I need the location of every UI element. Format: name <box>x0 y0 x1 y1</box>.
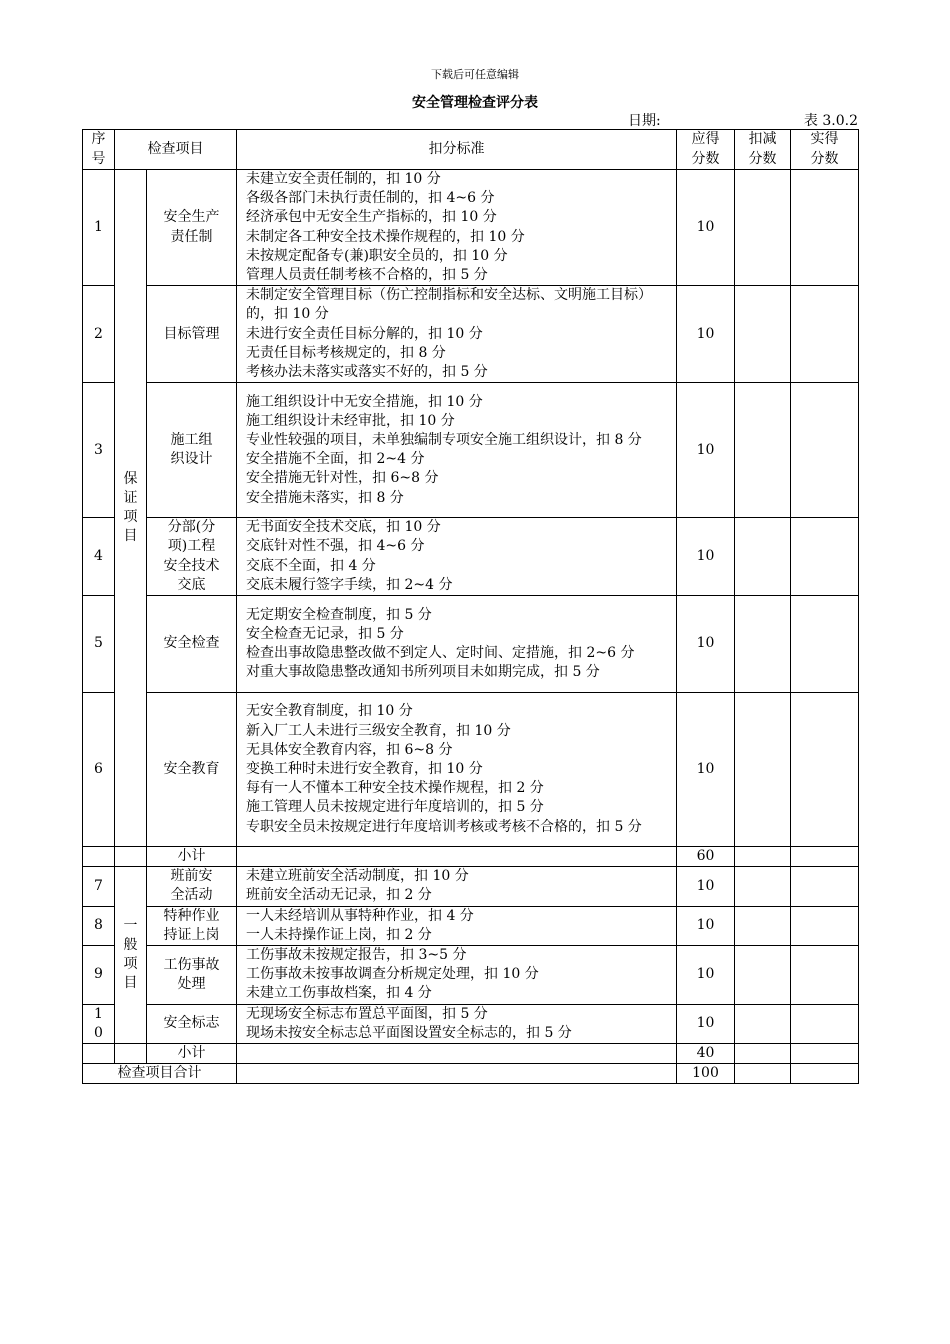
row-standards: 未制定安全管理目标（伤亡控制指标和安全达标、文明施工目标）的，扣 10 分 未进行安全责任目标分解的，扣 10 分 无责任目标考核规定的，扣 8 分 考核办法未落实或落实不好的，扣 5 分 <box>237 286 677 383</box>
col-item-header: 检查项目 <box>115 130 237 170</box>
row-item: 分部(分项)工程安全技术交底 <box>147 518 237 596</box>
row-score: 10 <box>677 693 735 847</box>
subtotal-row <box>83 847 859 867</box>
deduct-cell[interactable] <box>735 1044 791 1064</box>
row-score: 10 <box>677 946 735 1005</box>
table-row <box>83 286 859 383</box>
row-item: 安全生产责任制 <box>147 170 237 286</box>
subtotal-score: 60 <box>677 847 735 867</box>
row-item: 施工组织设计 <box>147 383 237 518</box>
row-seq: 5 <box>83 596 115 693</box>
row-standards: 一人未经培训从事特种作业，扣 4 分 一人未持操作证上岗，扣 2 分 <box>237 906 677 945</box>
row-score: 10 <box>677 170 735 286</box>
row-score: 10 <box>677 596 735 693</box>
col-should-header: 应得分数 <box>677 130 735 170</box>
actual-cell[interactable] <box>791 383 859 518</box>
row-standards: 无定期安全检查制度，扣 5 分 安全检查无记录，扣 5 分 检查出事故隐患整改做不到定人、定时间、定措施，扣 2~6 分 对重大事故隐患整改通知书所列项目未如期完成，扣 5 分 <box>237 596 677 693</box>
actual-cell[interactable] <box>791 906 859 945</box>
actual-cell[interactable] <box>791 847 859 867</box>
total-label: 检查项目合计 <box>83 1064 237 1084</box>
table-row <box>83 383 859 518</box>
row-standards: 无安全教育制度，扣 10 分 新入厂工人未进行三级安全教育，扣 10 分 无具体安全教育内容，扣 6~8 分 变换工种时未进行安全教育，扣 10 分 每有一人不懂本工种安全技术操作规程，扣 2 分 施工管理人员未按规定进行年度培训的，扣 5 分 专职安全员未按规定进行年度培训考核或考核不合格的，扣 5 分 <box>237 693 677 847</box>
row-standards: 工伤事故未按规定报告，扣 3~5 分 工伤事故未按事故调查分析规定处理，扣 10 分 未建立工伤事故档案，扣 4 分 <box>237 946 677 1005</box>
deduct-cell[interactable] <box>735 693 791 847</box>
table-row <box>83 518 859 596</box>
table-row <box>83 596 859 693</box>
row-item: 工伤事故处理 <box>147 946 237 1005</box>
actual-cell[interactable] <box>791 693 859 847</box>
actual-cell[interactable] <box>791 596 859 693</box>
actual-cell[interactable] <box>791 1044 859 1064</box>
row-seq: 9 <box>83 946 115 1005</box>
table-row <box>83 946 859 1005</box>
deduct-cell[interactable] <box>735 946 791 1005</box>
col-actual-header: 实得分数 <box>791 130 859 170</box>
category-guarantee: 保证项目 <box>115 170 147 847</box>
deduct-cell[interactable] <box>735 906 791 945</box>
table-row <box>83 906 859 945</box>
deduct-cell[interactable] <box>735 847 791 867</box>
deduct-cell[interactable] <box>735 1064 791 1084</box>
empty-cell <box>237 1064 677 1084</box>
row-seq: 4 <box>83 518 115 596</box>
row-score: 10 <box>677 906 735 945</box>
actual-cell[interactable] <box>791 518 859 596</box>
deduct-cell[interactable] <box>735 596 791 693</box>
download-note: 下载后可任意编辑 <box>431 68 519 81</box>
page-title: 安全管理检查评分表 <box>412 95 538 111</box>
empty-cell <box>83 1044 115 1064</box>
row-score: 10 <box>677 286 735 383</box>
empty-cell <box>115 847 147 867</box>
table-row <box>83 1004 859 1043</box>
empty-cell <box>115 1044 147 1064</box>
deduct-cell[interactable] <box>735 1004 791 1043</box>
actual-cell[interactable] <box>791 946 859 1005</box>
row-standards: 未建立班前安全活动制度，扣 10 分 班前安全活动无记录，扣 2 分 <box>237 867 677 906</box>
date-label: 日期: <box>628 113 661 129</box>
row-item: 目标管理 <box>147 286 237 383</box>
row-item: 安全检查 <box>147 596 237 693</box>
row-standards: 施工组织设计中无安全措施，扣 10 分 施工组织设计未经审批，扣 10 分 专业性较强的项目，未单独编制专项安全施工组织设计，扣 8 分 安全措施不全面，扣 2~4 分 安全措施无针对性，扣 6~8 分 安全措施未落实，扣 8 分 <box>237 383 677 518</box>
col-seq-header: 序号 <box>83 130 115 170</box>
table-header-row <box>83 130 859 170</box>
empty-cell <box>237 1044 677 1064</box>
row-item: 安全标志 <box>147 1004 237 1043</box>
row-seq: 7 <box>83 867 115 906</box>
actual-cell[interactable] <box>791 1064 859 1084</box>
row-seq: 3 <box>83 383 115 518</box>
row-seq: 2 <box>83 286 115 383</box>
row-standards: 未建立安全责任制的，扣 10 分 各级各部门未执行责任制的，扣 4~6 分 经济承包中无安全生产指标的，扣 10 分 未制定各工种安全技术操作规程的，扣 10 分 未按规定配备专(兼)职安全员的，扣 10 分 管理人员责任制考核不合格的，扣 5 分 <box>237 170 677 286</box>
subtotal-label: 小计 <box>147 847 237 867</box>
actual-cell[interactable] <box>791 286 859 383</box>
empty-cell <box>237 847 677 867</box>
deduct-cell[interactable] <box>735 518 791 596</box>
total-score: 100 <box>677 1064 735 1084</box>
empty-cell <box>83 847 115 867</box>
score-table <box>82 129 859 1084</box>
row-item: 班前安全活动 <box>147 867 237 906</box>
actual-cell[interactable] <box>791 1004 859 1043</box>
deduct-cell[interactable] <box>735 867 791 906</box>
category-general: 一般项目 <box>115 867 147 1044</box>
row-item: 特种作业持证上岗 <box>147 906 237 945</box>
row-standards: 无书面安全技术交底，扣 10 分 交底针对性不强，扣 4~6 分 交底不全面，扣 4 分 交底未履行签字手续，扣 2~4 分 <box>237 518 677 596</box>
row-seq: 8 <box>83 906 115 945</box>
row-seq: 6 <box>83 693 115 847</box>
row-score: 10 <box>677 1004 735 1043</box>
row-score: 10 <box>677 867 735 906</box>
row-seq: 10 <box>83 1004 115 1043</box>
table-row <box>83 170 859 286</box>
subtotal-score: 40 <box>677 1044 735 1064</box>
table-row <box>83 867 859 906</box>
table-row <box>83 693 859 847</box>
col-deduct-header: 扣减分数 <box>735 130 791 170</box>
deduct-cell[interactable] <box>735 170 791 286</box>
deduct-cell[interactable] <box>735 286 791 383</box>
row-score: 10 <box>677 518 735 596</box>
row-item: 安全教育 <box>147 693 237 847</box>
row-standards: 无现场安全标志布置总平面图，扣 5 分 现场未按安全标志总平面图设置安全标志的，扣 5 分 <box>237 1004 677 1043</box>
subtotal-label: 小计 <box>147 1044 237 1064</box>
subtotal-row <box>83 1044 859 1064</box>
actual-cell[interactable] <box>791 867 859 906</box>
table-number: 表 3.0.2 <box>803 113 858 129</box>
row-score: 10 <box>677 383 735 518</box>
total-row <box>83 1064 859 1084</box>
actual-cell[interactable] <box>791 170 859 286</box>
deduct-cell[interactable] <box>735 383 791 518</box>
row-seq: 1 <box>83 170 115 286</box>
col-standard-header: 扣分标准 <box>237 130 677 170</box>
